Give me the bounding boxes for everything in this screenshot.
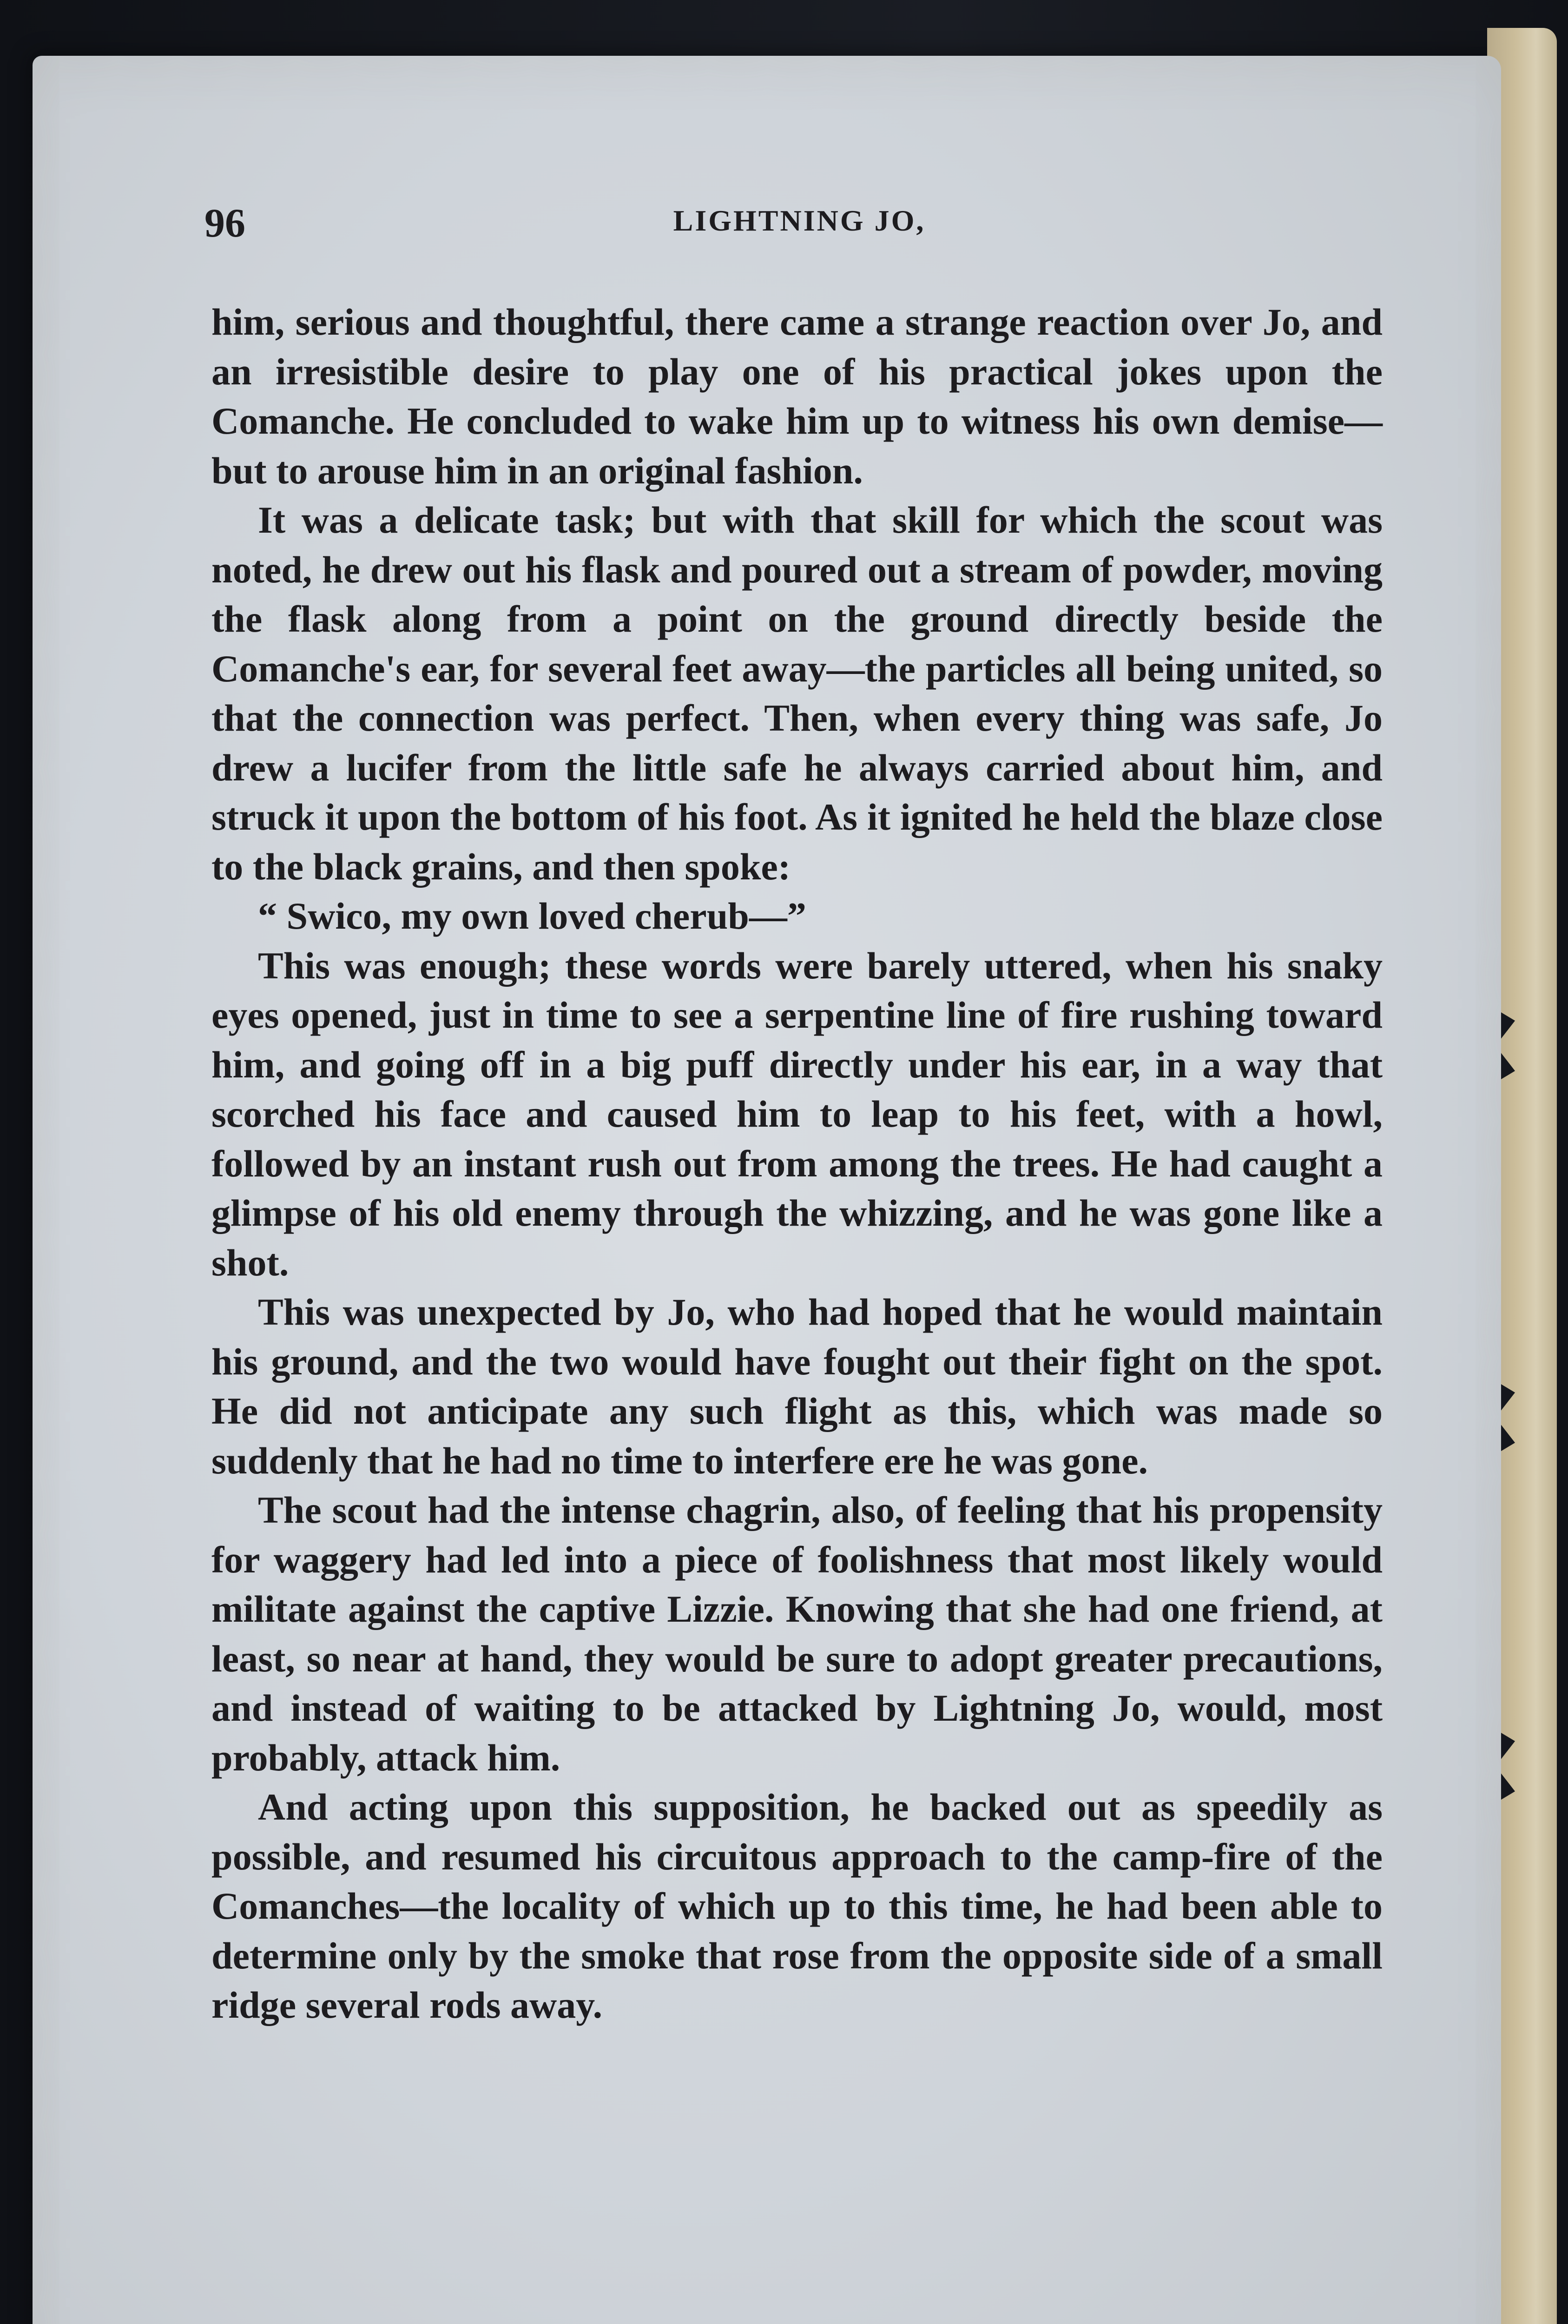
paragraph: “ Swico, my own loved cherub—” (258, 895, 806, 937)
page-header (204, 200, 1394, 251)
paragraph: It was a delicate task; but with that skill for which the scout was noted, he drew out his flask and poured out a stream of powder, moving the flask along from a point on the ground directly beside the Comanche's ear, for several feet away—the particles all being united, so that the connection was perfect. Then, when every thing was safe, Jo drew a lucifer from the little safe he always carried about him, and struck it upon the bottom of his foot. As it ignited he held the blaze close to the black grains, and then spoke: (211, 499, 1383, 888)
paragraph: This was enough; these words were barely uttered, when his snaky eyes opened, just in time to see a serpentine line of fire rushing toward him, and going off in a big puff directly under his ear, in a way that scorched his face and caused him to leap to his feet, with a howl, followed by an instant rush out from among the trees. He had caught a glimpse of his old enemy through the whizzing, and he was gone like a shot. (211, 944, 1383, 1284)
body-text (211, 297, 1383, 2030)
paragraph: This was unexpected by Jo, who had hoped that he would maintain his ground, and the two would have fought out their fight on the spot. He did not anticipate any such flight as this, which was made so suddenly that he had no time to interfere ere he was gone. (211, 1291, 1383, 1482)
paragraph: him, serious and thoughtful, there came a strange reaction over Jo, and an irresistible desire to play one of his practical jokes upon the Comanche. He concluded to wake him up to witness his own demise—but to arouse him in an original fashion. (211, 301, 1383, 492)
paragraph: And acting upon this supposition, he backed out as speedily as possible, and resumed his circuitous approach to the camp-fire of the Comanches—the locality of which up to this time, he had been able to determine only by the smoke that rose from the opposite side of a small ridge several rods away. (211, 1786, 1383, 2026)
running-head: LIGHTNING JO, (673, 204, 926, 237)
page-number: 96 (204, 201, 245, 246)
paragraph: The scout had the intense chagrin, also, of feeling that his propensity for waggery had led into a piece of foolishness that most likely would militate against the captive Lizzie. Knowing that she had one friend, at least, so near at hand, they would be sure to adopt greater precautions, and instead of waiting to be attacked by Lightning Jo, would, most probably, attack him. (211, 1489, 1383, 1779)
